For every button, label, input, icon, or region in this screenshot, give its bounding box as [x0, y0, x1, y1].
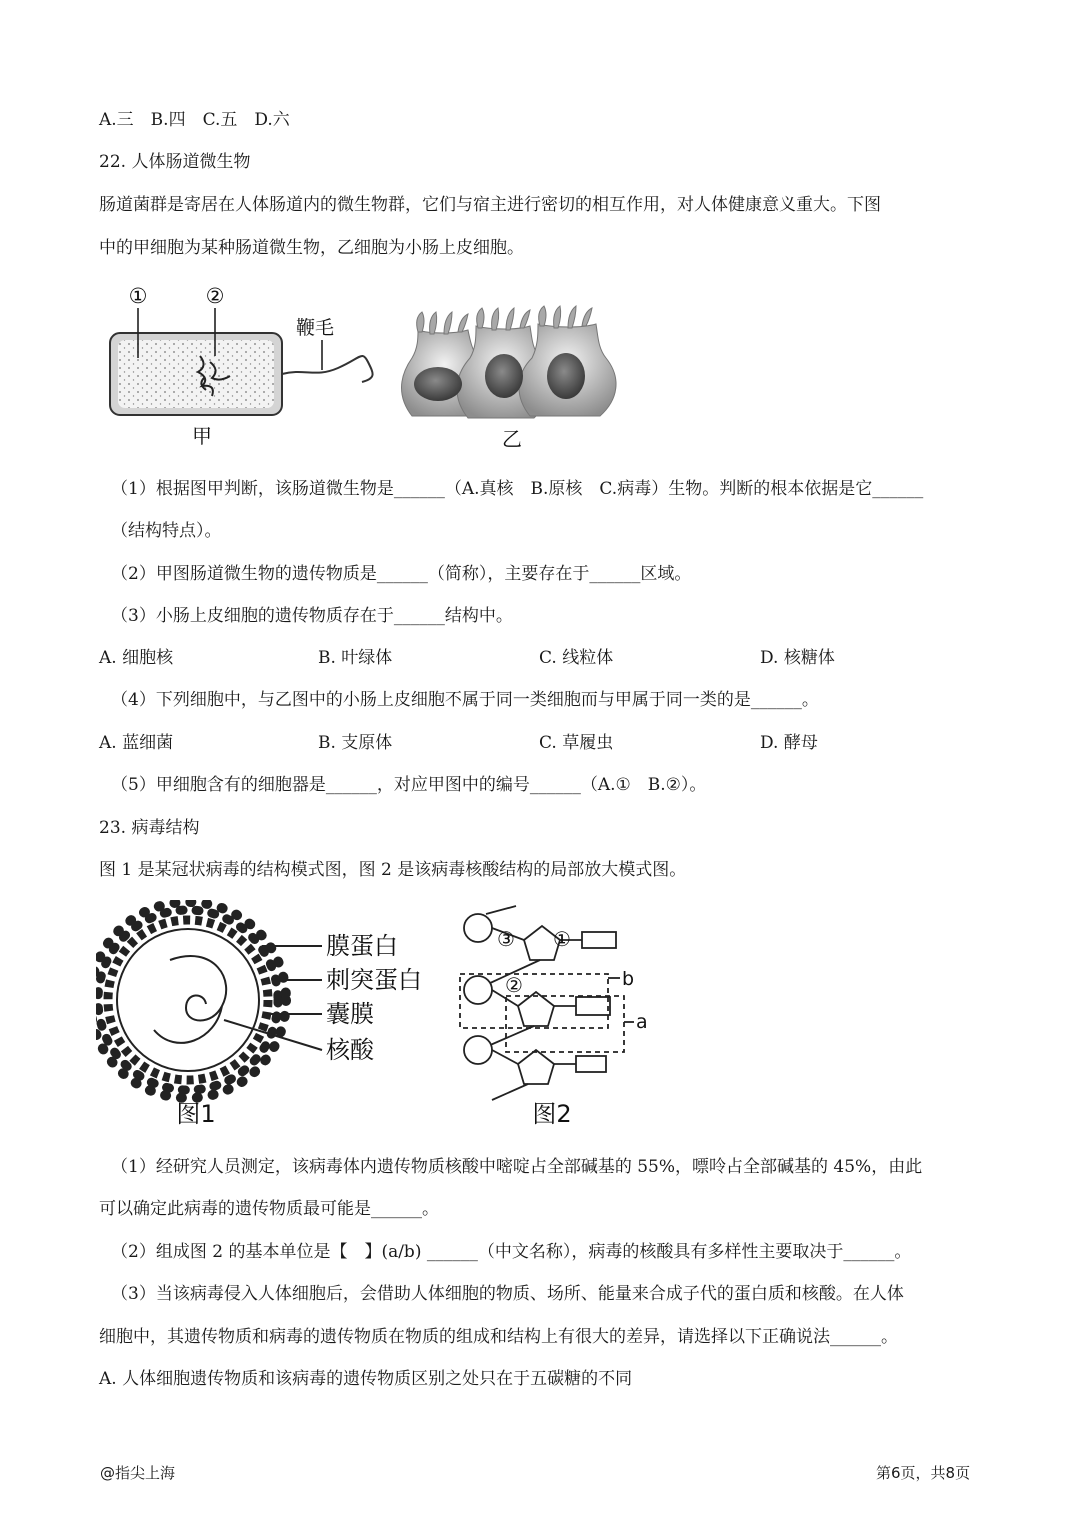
label-2: ②: [505, 973, 523, 997]
label-3: ③: [497, 927, 515, 951]
q23-intro: 图 1 是某冠状病毒的结构模式图，图 2 是该病毒核酸结构的局部放大模式图。: [99, 860, 687, 880]
q22-part3-option-a: A. 细胞核: [99, 648, 174, 668]
q22-title: 22. 人体肠道微生物: [99, 152, 251, 172]
label-flagellum: 鞭毛: [296, 317, 335, 339]
q22-figure-cells: [100, 278, 640, 458]
q22-part4: （4）下列细胞中，与乙图中的小肠上皮细胞不属于同一类细胞而与甲属于同一类的是______。: [111, 690, 819, 710]
q23-part3-line2: 细胞中，其遗传物质和病毒的遗传物质在物质的组成和结构上有很大的差异，请选择以下正确说法______。: [99, 1327, 898, 1347]
label-envelope: 囊膜: [326, 1000, 374, 1028]
q22-part2: （2）甲图肠道微生物的遗传物质是______（简称），主要存在于______区域。: [111, 564, 692, 584]
q23-title: 23. 病毒结构: [99, 818, 200, 838]
q23-part1-line1: （1）经研究人员测定，该病毒体内遗传物质核酸中嘧啶占全部碱基的 55%，嘌呤占全部碱基的 45%，由此: [111, 1157, 923, 1177]
q22-part1-line2: （结构特点）。: [111, 521, 222, 541]
label-membrane-protein: 膜蛋白: [326, 932, 398, 960]
q22-intro-line2: 中的甲细胞为某种肠道微生物，乙细胞为小肠上皮细胞。: [99, 238, 524, 258]
label-nucleic-acid: 核酸: [326, 1036, 374, 1064]
q23-part3-line1: （3）当该病毒侵入人体细胞后，会借助人体细胞的物质、场所、能量来合成子代的蛋白质和核酸。在人体: [111, 1284, 904, 1304]
q23-part3-option-a: A. 人体细胞遗传物质和该病毒的遗传物质区别之处只在于五碳糖的不同: [99, 1369, 633, 1389]
label-1: ①: [128, 284, 148, 308]
footer-source: @指尖上海: [100, 1464, 176, 1482]
caption-jia: 甲: [192, 424, 212, 448]
caption-yi: 乙: [502, 427, 522, 451]
q22-part3: （3）小肠上皮细胞的遗传物质存在于______结构中。: [111, 606, 513, 626]
q22-part3-option-d: D. 核糖体: [760, 648, 835, 668]
label-a: a: [636, 1011, 648, 1033]
caption-fig1: 图1: [176, 1100, 216, 1128]
footer-page-number: 第6页，共8页: [876, 1464, 971, 1482]
flagellum: [282, 356, 373, 382]
q22-part4-option-a: A. 蓝细菌: [99, 733, 174, 753]
q22-intro-line1: 肠道菌群是寄居在人体肠道内的微生物群，它们与宿主进行密切的相互作用，对人体健康意义重大。下图: [99, 195, 881, 215]
virus-particle: [96, 902, 322, 1098]
epithelial-cells-yi: [402, 306, 617, 418]
q22-part1-line1: （1）根据图甲判断，该肠道微生物是______（A.真核 B.原核 C.病毒）生物。判断的根本依据是它______: [111, 479, 924, 499]
q22-part3-option-c: C. 线粒体: [539, 648, 614, 668]
q23-figure-virus: [96, 900, 666, 1135]
q22-part4-option-d: D. 酵母: [760, 733, 818, 753]
nucleotide-chain: [460, 906, 634, 1100]
q22-part3-option-b: B. 叶绿体: [318, 648, 393, 668]
q23-part2: （2）组成图 2 的基本单位是【 】(a/b) ______（中文名称），病毒的核酸具有多样性主要取决于______。: [111, 1242, 912, 1262]
label-1: ①: [553, 927, 571, 951]
label-spike-protein: 刺突蛋白: [326, 966, 422, 994]
q22-part5: （5）甲细胞含有的细胞器是______，对应甲图中的编号______（A.① B.②）。: [111, 775, 707, 795]
q23-part1-line2: 可以确定此病毒的遗传物质最可能是______。: [99, 1199, 439, 1219]
label-b: b: [622, 968, 635, 990]
caption-fig2: 图2: [532, 1100, 572, 1128]
q22-part4-option-b: B. 支原体: [318, 733, 393, 753]
previous-question-options: A.三 B.四 C.五 D.六: [99, 110, 290, 130]
q22-part4-option-c: C. 草履虫: [539, 733, 614, 753]
label-2: ②: [205, 284, 225, 308]
